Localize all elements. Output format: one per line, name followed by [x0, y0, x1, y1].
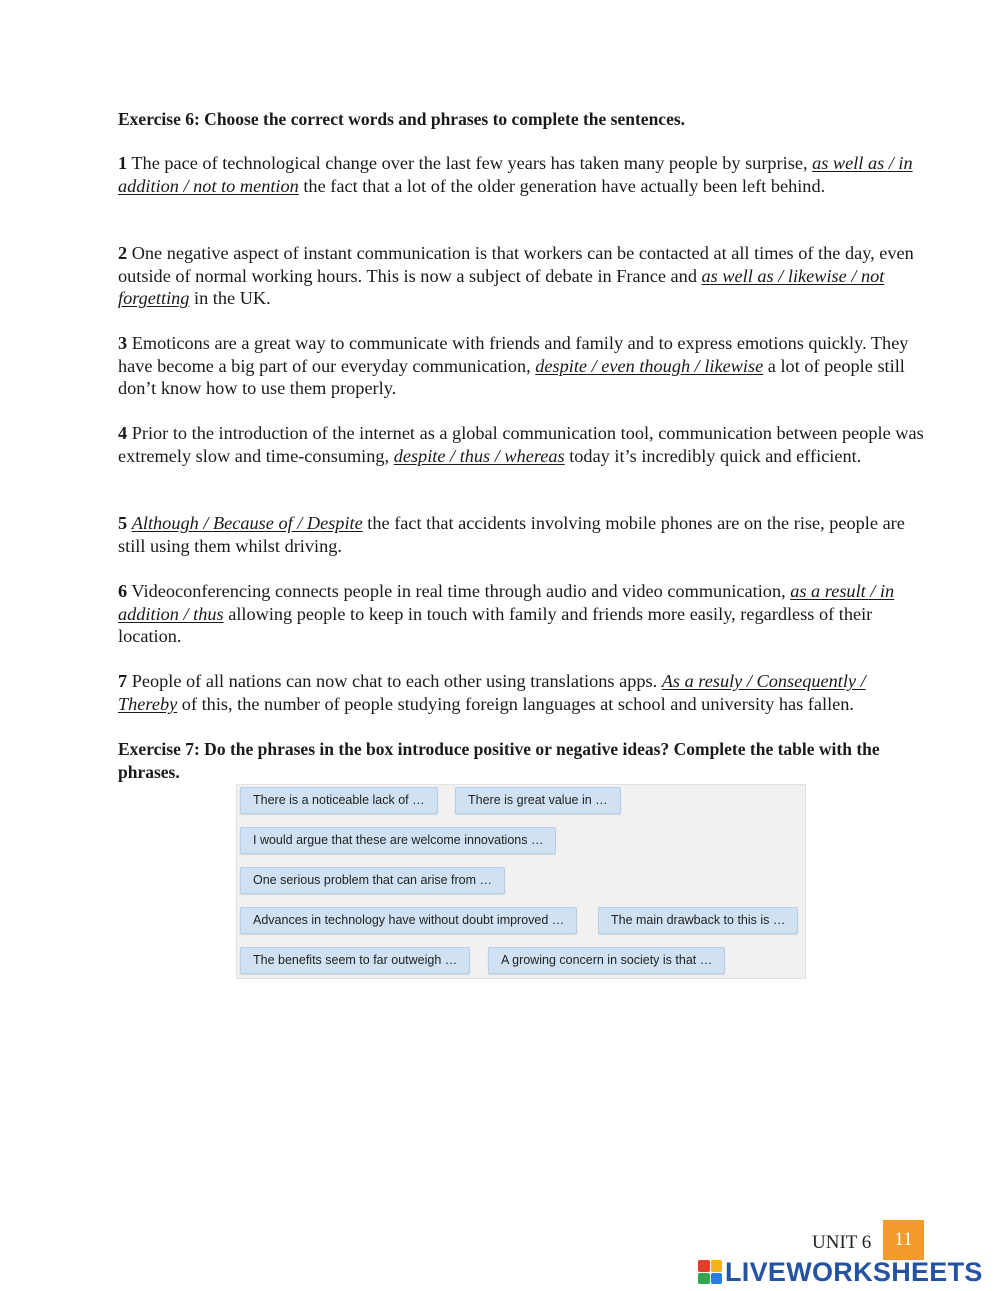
- choice-options[interactable]: Although / Because of / Despite: [131, 513, 363, 533]
- page-number-badge: 11: [883, 1220, 924, 1260]
- exercise-6-item-1: [118, 152, 924, 197]
- item-number: 6: [118, 581, 128, 601]
- exercise-6-item-4: [118, 422, 924, 467]
- exercise-7-heading: Exercise 7: Do the phrases in the box introduce positive or negative ideas? Complete the table with the phrases.: [118, 739, 880, 782]
- phrase-chip[interactable]: There is a noticeable lack of …: [240, 787, 438, 814]
- item-number: 4: [118, 423, 128, 443]
- item-text-before: Videoconferencing connects people in real time through audio and video communication,: [127, 581, 791, 601]
- item-text-after: a lot of people still don’t know how to use them properly.: [118, 355, 905, 399]
- item-text-after: allowing people to keep in touch with family and friends more easily, regardless of their location.: [118, 603, 873, 647]
- choice-options[interactable]: as a result / in addition / thus: [118, 581, 895, 624]
- item-text-before: One negative aspect of instant communication is that workers can be contacted at all times of the day, even outside of normal working hours. This is now a subject of debate in France and: [118, 243, 914, 286]
- liveworksheets-logo[interactable]: [698, 1258, 983, 1286]
- item-text-before: People of all nations can now chat to each other using translations apps.: [127, 671, 662, 691]
- item-number: 1: [118, 153, 128, 173]
- phrase-chip[interactable]: The benefits seem to far outweigh …: [240, 947, 470, 974]
- choice-options[interactable]: As a resuly / Consequently / Thereby: [118, 671, 866, 714]
- choice-options[interactable]: despite / thus / whereas: [393, 445, 565, 466]
- item-text-before: Prior to the introduction of the internet as a global communication tool, communication between people was extremely slow and time-consuming,: [118, 423, 924, 466]
- phrase-chip[interactable]: The main drawback to this is …: [598, 907, 798, 934]
- logo-mark-icon: [698, 1260, 722, 1284]
- brand-name: LIVEWORKSHEETS: [725, 1257, 983, 1287]
- item-text-before: Emoticons are a great way to communicate with friends and family and to express emotions quickly. They have become a big part of our everyday communication,: [118, 333, 909, 376]
- exercise-6-item-7: [118, 670, 924, 715]
- exercise-6-item-3: [118, 332, 924, 400]
- unit-label: UNIT 6: [812, 1232, 872, 1253]
- exercise-6-item-2: [118, 242, 924, 310]
- phrase-box: [236, 784, 806, 979]
- choice-options[interactable]: as well as / in addition / not to mention: [118, 153, 913, 196]
- choice-options[interactable]: despite / even though / likewise: [535, 355, 764, 376]
- phrase-chip[interactable]: Advances in technology have without doubt improved …: [240, 907, 577, 934]
- phrase-chip[interactable]: I would argue that these are welcome innovations …: [240, 827, 556, 854]
- exercise-6-item-5: [118, 512, 924, 557]
- choice-options[interactable]: as well as / likewise / not forgetting: [118, 265, 885, 309]
- item-text-after: of this, the number of people studying foreign languages at school and university has fallen.: [177, 693, 854, 714]
- exercise-6-item-6: [118, 580, 924, 648]
- item-number: 3: [118, 333, 128, 353]
- item-text-after: in the UK.: [189, 288, 271, 309]
- phrase-chip[interactable]: A growing concern in society is that …: [488, 947, 725, 974]
- item-number: 2: [118, 243, 128, 263]
- phrase-chip[interactable]: There is great value in …: [455, 787, 621, 814]
- item-text-after: the fact that a lot of the older generation have actually been left behind.: [298, 175, 826, 196]
- item-text-before: The pace of technological change over the last few years has taken many people by surprise,: [127, 153, 813, 173]
- exercise-6-heading: Exercise 6: Choose the correct words and phrases to complete the sentences.: [118, 109, 686, 129]
- phrase-chip[interactable]: One serious problem that can arise from …: [240, 867, 505, 894]
- item-text-after: the fact that accidents involving mobile phones are on the rise, people are still using them whilst driving.: [118, 513, 905, 556]
- item-number: 7: [118, 671, 128, 691]
- item-text-after: today it’s incredibly quick and efficient.: [564, 445, 862, 466]
- item-number: 5: [118, 513, 128, 533]
